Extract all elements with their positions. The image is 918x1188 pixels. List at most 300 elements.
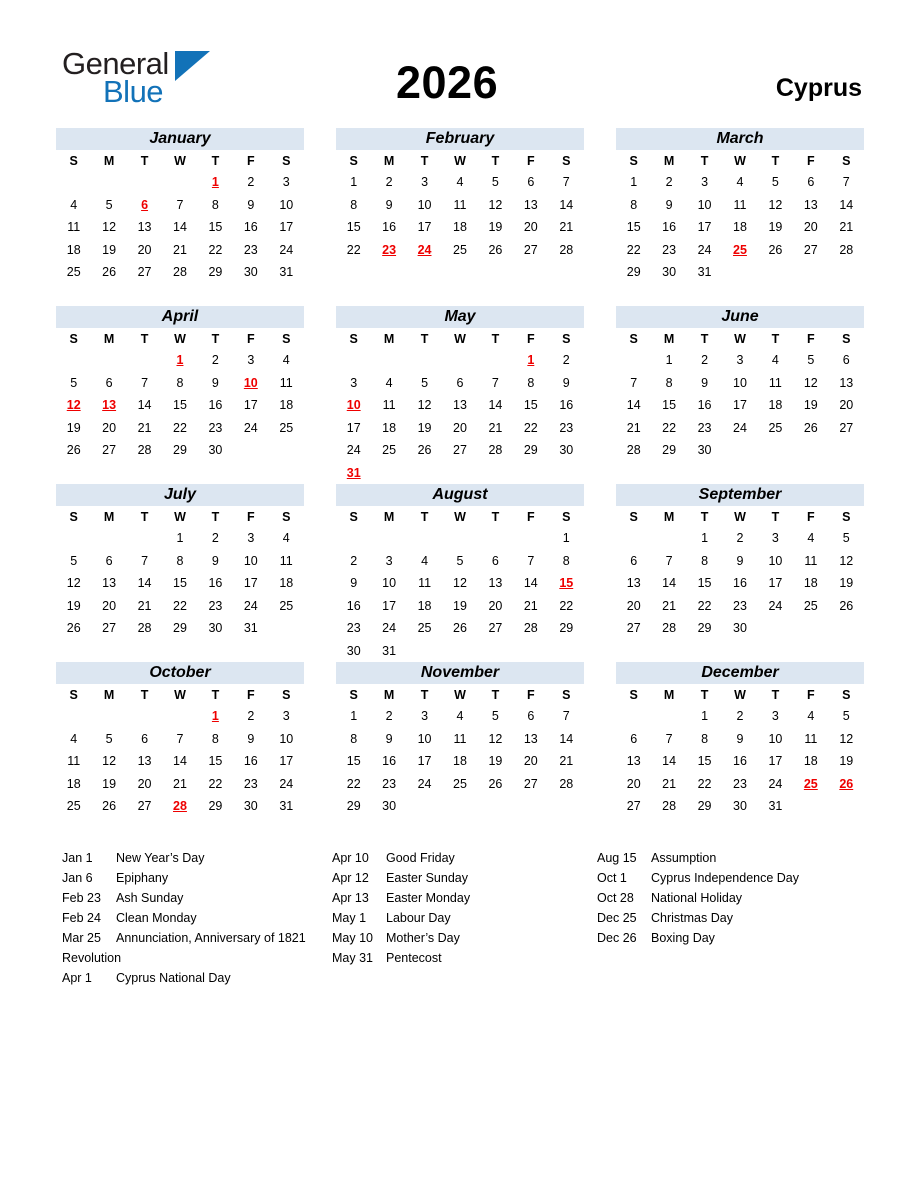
day-cell[interactable]: 30 <box>208 443 223 458</box>
day-cell[interactable]: 11 <box>67 754 81 769</box>
day-cell[interactable]: 7 <box>141 375 149 390</box>
day-cell[interactable]: 12 <box>102 220 117 235</box>
day-cell[interactable]: 1 <box>701 531 709 546</box>
day-cell[interactable]: 3 <box>385 553 393 568</box>
day-cell[interactable]: 26 <box>102 265 117 280</box>
day-cell[interactable]: 7 <box>562 709 570 724</box>
day-cell[interactable]: 20 <box>523 754 538 769</box>
day-cell-holiday[interactable]: 24 <box>417 242 432 257</box>
day-cell[interactable]: 26 <box>66 443 81 458</box>
day-cell[interactable]: 24 <box>768 776 783 791</box>
day-cell[interactable]: 14 <box>559 731 574 746</box>
day-cell[interactable]: 10 <box>279 197 294 212</box>
day-cell[interactable]: 28 <box>839 242 854 257</box>
day-cell[interactable]: 27 <box>626 799 641 814</box>
day-cell[interactable]: 7 <box>665 731 673 746</box>
day-cell[interactable]: 7 <box>562 175 570 190</box>
day-cell[interactable]: 22 <box>208 242 223 257</box>
day-cell[interactable]: 9 <box>211 553 219 568</box>
day-cell[interactable]: 11 <box>453 197 467 212</box>
day-cell[interactable]: 23 <box>662 242 677 257</box>
day-cell[interactable]: 1 <box>350 175 358 190</box>
day-cell[interactable]: 19 <box>102 776 117 791</box>
day-cell[interactable]: 4 <box>421 553 429 568</box>
day-cell[interactable]: 27 <box>137 265 152 280</box>
day-cell[interactable]: 9 <box>385 197 393 212</box>
day-cell[interactable]: 13 <box>137 754 152 769</box>
day-cell[interactable]: 11 <box>768 375 782 390</box>
day-cell[interactable]: 16 <box>559 398 574 413</box>
day-cell[interactable]: 30 <box>697 443 712 458</box>
day-cell[interactable]: 19 <box>488 220 503 235</box>
day-cell[interactable]: 22 <box>346 776 361 791</box>
day-cell[interactable]: 30 <box>243 799 258 814</box>
day-cell[interactable]: 24 <box>382 621 397 636</box>
day-cell[interactable]: 3 <box>421 175 429 190</box>
day-cell[interactable]: 9 <box>211 375 219 390</box>
day-cell[interactable]: 8 <box>350 731 358 746</box>
day-cell[interactable]: 10 <box>417 731 432 746</box>
day-cell[interactable]: 16 <box>208 576 223 591</box>
day-cell[interactable]: 3 <box>282 175 290 190</box>
day-cell[interactable]: 2 <box>211 353 219 368</box>
day-cell[interactable]: 27 <box>523 242 538 257</box>
day-cell[interactable]: 1 <box>665 353 673 368</box>
day-cell[interactable]: 10 <box>768 553 783 568</box>
day-cell[interactable]: 29 <box>523 443 538 458</box>
day-cell[interactable]: 5 <box>807 353 815 368</box>
day-cell[interactable]: 23 <box>697 420 712 435</box>
day-cell[interactable]: 16 <box>382 754 397 769</box>
day-cell[interactable]: 30 <box>382 799 397 814</box>
day-cell[interactable]: 23 <box>382 776 397 791</box>
day-cell[interactable]: 29 <box>346 799 361 814</box>
day-cell[interactable]: 5 <box>491 175 499 190</box>
day-cell[interactable]: 5 <box>421 375 429 390</box>
day-cell[interactable]: 9 <box>736 553 744 568</box>
day-cell[interactable]: 20 <box>137 776 152 791</box>
day-cell[interactable]: 14 <box>137 398 152 413</box>
day-cell[interactable]: 29 <box>626 265 641 280</box>
day-cell[interactable]: 30 <box>208 621 223 636</box>
day-cell[interactable]: 26 <box>453 621 467 636</box>
day-cell[interactable]: 9 <box>701 375 709 390</box>
day-cell[interactable]: 14 <box>662 754 677 769</box>
day-cell[interactable]: 11 <box>418 576 432 591</box>
day-cell[interactable]: 24 <box>279 242 294 257</box>
day-cell[interactable]: 31 <box>382 643 397 658</box>
day-cell[interactable]: 9 <box>665 197 673 212</box>
day-cell[interactable]: 21 <box>559 220 574 235</box>
day-cell[interactable]: 30 <box>243 265 258 280</box>
day-cell[interactable]: 29 <box>173 621 187 636</box>
day-cell[interactable]: 10 <box>697 197 712 212</box>
day-cell[interactable]: 26 <box>839 598 854 613</box>
day-cell[interactable]: 16 <box>208 398 223 413</box>
day-cell[interactable]: 22 <box>697 776 712 791</box>
day-cell[interactable]: 16 <box>346 598 361 613</box>
day-cell[interactable]: 6 <box>105 553 113 568</box>
day-cell[interactable]: 2 <box>385 709 393 724</box>
day-cell[interactable]: 17 <box>768 576 783 591</box>
day-cell[interactable]: 1 <box>562 531 570 546</box>
day-cell[interactable]: 10 <box>243 553 258 568</box>
day-cell[interactable]: 27 <box>137 799 152 814</box>
day-cell-holiday[interactable]: 15 <box>559 576 574 591</box>
day-cell[interactable]: 17 <box>243 398 258 413</box>
day-cell[interactable]: 22 <box>173 420 187 435</box>
day-cell[interactable]: 28 <box>523 621 538 636</box>
day-cell[interactable]: 28 <box>137 443 152 458</box>
day-cell[interactable]: 5 <box>105 731 113 746</box>
day-cell[interactable]: 6 <box>491 553 499 568</box>
day-cell[interactable]: 8 <box>211 197 219 212</box>
day-cell[interactable]: 28 <box>626 443 641 458</box>
day-cell[interactable]: 14 <box>839 197 854 212</box>
day-cell[interactable]: 8 <box>665 375 673 390</box>
day-cell[interactable]: 5 <box>842 531 850 546</box>
day-cell[interactable]: 6 <box>630 553 638 568</box>
day-cell[interactable]: 1 <box>350 709 358 724</box>
day-cell[interactable]: 2 <box>211 531 219 546</box>
day-cell[interactable]: 24 <box>346 443 361 458</box>
day-cell-holiday[interactable]: 10 <box>243 375 258 390</box>
day-cell[interactable]: 31 <box>279 799 294 814</box>
day-cell[interactable]: 9 <box>736 731 744 746</box>
day-cell[interactable]: 24 <box>768 598 783 613</box>
day-cell[interactable]: 29 <box>208 265 223 280</box>
day-cell[interactable]: 9 <box>385 731 393 746</box>
day-cell[interactable]: 18 <box>768 398 783 413</box>
day-cell[interactable]: 24 <box>733 420 747 435</box>
day-cell-holiday[interactable]: 25 <box>733 242 747 257</box>
day-cell[interactable]: 16 <box>733 576 747 591</box>
day-cell[interactable]: 13 <box>137 220 152 235</box>
day-cell[interactable]: 26 <box>803 420 818 435</box>
day-cell[interactable]: 3 <box>701 175 709 190</box>
day-cell[interactable]: 17 <box>733 398 747 413</box>
day-cell[interactable]: 28 <box>559 776 574 791</box>
day-cell[interactable]: 15 <box>523 398 538 413</box>
day-cell[interactable]: 16 <box>382 220 397 235</box>
day-cell[interactable]: 27 <box>626 621 641 636</box>
day-cell[interactable]: 19 <box>417 420 432 435</box>
day-cell[interactable]: 18 <box>417 598 432 613</box>
day-cell[interactable]: 31 <box>279 265 294 280</box>
day-cell[interactable]: 31 <box>243 621 258 636</box>
day-cell[interactable]: 15 <box>208 220 223 235</box>
day-cell[interactable]: 29 <box>559 621 574 636</box>
day-cell[interactable]: 19 <box>66 598 81 613</box>
day-cell[interactable]: 7 <box>176 731 184 746</box>
day-cell[interactable]: 25 <box>279 420 294 435</box>
day-cell[interactable]: 7 <box>491 375 499 390</box>
day-cell-holiday[interactable]: 10 <box>346 398 361 413</box>
day-cell[interactable]: 9 <box>350 576 358 591</box>
day-cell[interactable]: 27 <box>102 443 117 458</box>
day-cell[interactable]: 22 <box>697 598 712 613</box>
day-cell[interactable]: 12 <box>488 197 503 212</box>
day-cell[interactable]: 15 <box>346 220 361 235</box>
day-cell[interactable]: 21 <box>662 598 677 613</box>
day-cell[interactable]: 22 <box>346 242 361 257</box>
day-cell[interactable]: 16 <box>733 754 747 769</box>
day-cell[interactable]: 27 <box>803 242 818 257</box>
day-cell[interactable]: 1 <box>630 175 638 190</box>
day-cell[interactable]: 8 <box>527 375 535 390</box>
day-cell[interactable]: 15 <box>208 754 223 769</box>
day-cell[interactable]: 4 <box>807 709 815 724</box>
day-cell[interactable]: 27 <box>453 443 467 458</box>
day-cell[interactable]: 4 <box>385 375 393 390</box>
day-cell[interactable]: 24 <box>697 242 712 257</box>
day-cell[interactable]: 7 <box>665 553 673 568</box>
day-cell[interactable]: 4 <box>456 175 464 190</box>
day-cell[interactable]: 12 <box>768 197 783 212</box>
day-cell[interactable]: 5 <box>491 709 499 724</box>
day-cell-holiday[interactable]: 26 <box>839 776 854 791</box>
day-cell[interactable]: 27 <box>102 621 117 636</box>
day-cell[interactable]: 4 <box>70 197 78 212</box>
day-cell[interactable]: 29 <box>173 443 187 458</box>
day-cell-holiday[interactable]: 13 <box>102 398 117 413</box>
day-cell-holiday[interactable]: 28 <box>173 799 187 814</box>
day-cell[interactable]: 23 <box>346 621 361 636</box>
day-cell[interactable]: 11 <box>804 731 818 746</box>
day-cell[interactable]: 22 <box>662 420 677 435</box>
day-cell[interactable]: 8 <box>630 197 638 212</box>
day-cell[interactable]: 6 <box>527 175 535 190</box>
day-cell[interactable]: 13 <box>626 754 641 769</box>
day-cell[interactable]: 18 <box>279 576 294 591</box>
day-cell[interactable]: 15 <box>346 754 361 769</box>
day-cell[interactable]: 20 <box>626 598 641 613</box>
day-cell[interactable]: 22 <box>559 598 574 613</box>
day-cell[interactable]: 12 <box>839 731 854 746</box>
day-cell[interactable]: 25 <box>66 265 81 280</box>
day-cell[interactable]: 29 <box>208 799 223 814</box>
day-cell[interactable]: 2 <box>701 353 709 368</box>
day-cell[interactable]: 14 <box>173 220 187 235</box>
day-cell[interactable]: 18 <box>382 420 397 435</box>
day-cell[interactable]: 20 <box>102 598 117 613</box>
day-cell[interactable]: 21 <box>662 776 677 791</box>
day-cell[interactable]: 26 <box>488 776 503 791</box>
day-cell-holiday[interactable]: 6 <box>141 197 149 212</box>
day-cell[interactable]: 24 <box>417 776 432 791</box>
day-cell[interactable]: 12 <box>839 553 854 568</box>
day-cell[interactable]: 18 <box>453 754 467 769</box>
day-cell[interactable]: 7 <box>176 197 184 212</box>
day-cell[interactable]: 11 <box>733 197 747 212</box>
day-cell[interactable]: 17 <box>697 220 712 235</box>
day-cell[interactable]: 6 <box>807 175 815 190</box>
day-cell[interactable]: 21 <box>173 242 187 257</box>
day-cell[interactable]: 2 <box>247 175 255 190</box>
day-cell[interactable]: 12 <box>803 375 818 390</box>
day-cell[interactable]: 7 <box>842 175 850 190</box>
day-cell[interactable]: 3 <box>247 353 255 368</box>
day-cell[interactable]: 20 <box>102 420 117 435</box>
day-cell[interactable]: 17 <box>279 754 294 769</box>
day-cell[interactable]: 22 <box>523 420 538 435</box>
day-cell[interactable]: 20 <box>137 242 152 257</box>
day-cell[interactable]: 21 <box>839 220 854 235</box>
day-cell[interactable]: 2 <box>247 709 255 724</box>
day-cell[interactable]: 3 <box>421 709 429 724</box>
day-cell[interactable]: 27 <box>488 621 503 636</box>
day-cell-holiday[interactable]: 1 <box>211 709 219 724</box>
day-cell[interactable]: 30 <box>733 799 747 814</box>
day-cell[interactable]: 14 <box>488 398 503 413</box>
day-cell[interactable]: 25 <box>382 443 397 458</box>
day-cell[interactable]: 29 <box>662 443 677 458</box>
day-cell[interactable]: 1 <box>176 531 184 546</box>
day-cell[interactable]: 3 <box>771 531 779 546</box>
day-cell[interactable]: 23 <box>733 598 747 613</box>
day-cell[interactable]: 2 <box>385 175 393 190</box>
day-cell[interactable]: 8 <box>350 197 358 212</box>
day-cell[interactable]: 7 <box>141 553 149 568</box>
day-cell[interactable]: 2 <box>562 353 570 368</box>
day-cell[interactable]: 25 <box>417 621 432 636</box>
day-cell[interactable]: 15 <box>173 576 187 591</box>
day-cell[interactable]: 4 <box>70 731 78 746</box>
day-cell[interactable]: 14 <box>626 398 641 413</box>
day-cell-holiday[interactable]: 1 <box>211 175 219 190</box>
day-cell[interactable]: 18 <box>803 754 818 769</box>
day-cell[interactable]: 31 <box>697 265 712 280</box>
day-cell[interactable]: 7 <box>527 553 535 568</box>
day-cell[interactable]: 16 <box>662 220 677 235</box>
day-cell[interactable]: 23 <box>733 776 747 791</box>
day-cell[interactable]: 18 <box>279 398 294 413</box>
day-cell[interactable]: 12 <box>66 576 81 591</box>
day-cell[interactable]: 8 <box>701 553 709 568</box>
day-cell[interactable]: 15 <box>697 576 712 591</box>
day-cell[interactable]: 14 <box>523 576 538 591</box>
day-cell[interactable]: 5 <box>105 197 113 212</box>
day-cell[interactable]: 21 <box>488 420 503 435</box>
day-cell[interactable]: 21 <box>137 598 152 613</box>
day-cell[interactable]: 4 <box>771 353 779 368</box>
day-cell[interactable]: 29 <box>697 621 712 636</box>
day-cell[interactable]: 6 <box>105 375 113 390</box>
day-cell[interactable]: 2 <box>350 553 358 568</box>
day-cell[interactable]: 9 <box>562 375 570 390</box>
day-cell[interactable]: 28 <box>488 443 503 458</box>
day-cell[interactable]: 18 <box>803 576 818 591</box>
day-cell[interactable]: 20 <box>626 776 641 791</box>
day-cell[interactable]: 30 <box>733 621 747 636</box>
day-cell[interactable]: 12 <box>417 398 432 413</box>
day-cell[interactable]: 4 <box>736 175 744 190</box>
day-cell[interactable]: 11 <box>453 731 467 746</box>
day-cell[interactable]: 9 <box>247 197 255 212</box>
day-cell[interactable]: 4 <box>456 709 464 724</box>
day-cell[interactable]: 28 <box>559 242 574 257</box>
day-cell[interactable]: 17 <box>382 598 397 613</box>
day-cell[interactable]: 5 <box>456 553 464 568</box>
day-cell[interactable]: 13 <box>488 576 503 591</box>
day-cell[interactable]: 12 <box>488 731 503 746</box>
day-cell[interactable]: 14 <box>173 754 187 769</box>
day-cell[interactable]: 21 <box>173 776 187 791</box>
day-cell[interactable]: 19 <box>768 220 783 235</box>
day-cell[interactable]: 21 <box>626 420 641 435</box>
day-cell[interactable]: 4 <box>807 531 815 546</box>
day-cell[interactable]: 15 <box>173 398 187 413</box>
day-cell[interactable]: 26 <box>66 621 81 636</box>
day-cell-holiday[interactable]: 1 <box>527 353 535 368</box>
day-cell[interactable]: 11 <box>804 553 818 568</box>
day-cell[interactable]: 25 <box>453 242 467 257</box>
day-cell[interactable]: 18 <box>66 776 81 791</box>
day-cell[interactable]: 13 <box>453 398 467 413</box>
day-cell[interactable]: 8 <box>211 731 219 746</box>
day-cell[interactable]: 22 <box>173 598 187 613</box>
day-cell[interactable]: 23 <box>559 420 574 435</box>
day-cell[interactable]: 19 <box>839 576 854 591</box>
day-cell[interactable]: 14 <box>662 576 677 591</box>
day-cell[interactable]: 3 <box>771 709 779 724</box>
day-cell[interactable]: 28 <box>662 621 677 636</box>
day-cell[interactable]: 25 <box>803 598 818 613</box>
day-cell[interactable]: 17 <box>417 220 432 235</box>
day-cell[interactable]: 13 <box>523 197 538 212</box>
day-cell[interactable]: 13 <box>839 375 854 390</box>
day-cell[interactable]: 5 <box>771 175 779 190</box>
day-cell[interactable]: 9 <box>247 731 255 746</box>
day-cell[interactable]: 22 <box>208 776 223 791</box>
day-cell[interactable]: 4 <box>282 531 290 546</box>
day-cell[interactable]: 2 <box>736 709 744 724</box>
day-cell[interactable]: 19 <box>488 754 503 769</box>
day-cell[interactable]: 23 <box>208 598 223 613</box>
day-cell[interactable]: 21 <box>523 598 538 613</box>
day-cell[interactable]: 3 <box>350 375 358 390</box>
day-cell[interactable]: 19 <box>839 754 854 769</box>
day-cell[interactable]: 8 <box>701 731 709 746</box>
day-cell[interactable]: 8 <box>562 553 570 568</box>
day-cell[interactable]: 8 <box>176 553 184 568</box>
day-cell[interactable]: 17 <box>279 220 294 235</box>
day-cell[interactable]: 17 <box>243 576 258 591</box>
day-cell[interactable]: 3 <box>736 353 744 368</box>
day-cell[interactable]: 22 <box>626 242 641 257</box>
day-cell[interactable]: 16 <box>697 398 712 413</box>
day-cell[interactable]: 24 <box>279 776 294 791</box>
day-cell[interactable]: 17 <box>768 754 783 769</box>
day-cell[interactable]: 15 <box>697 754 712 769</box>
day-cell-holiday[interactable]: 31 <box>346 465 361 480</box>
day-cell[interactable]: 5 <box>70 375 78 390</box>
day-cell[interactable]: 29 <box>697 799 712 814</box>
day-cell[interactable]: 2 <box>736 531 744 546</box>
day-cell[interactable]: 13 <box>626 576 641 591</box>
day-cell[interactable]: 20 <box>488 598 503 613</box>
day-cell[interactable]: 21 <box>137 420 152 435</box>
day-cell[interactable]: 3 <box>282 709 290 724</box>
day-cell[interactable]: 6 <box>456 375 464 390</box>
day-cell[interactable]: 13 <box>523 731 538 746</box>
day-cell[interactable]: 12 <box>453 576 467 591</box>
day-cell[interactable]: 10 <box>733 375 747 390</box>
day-cell[interactable]: 10 <box>417 197 432 212</box>
day-cell[interactable]: 21 <box>559 754 574 769</box>
day-cell[interactable]: 13 <box>102 576 117 591</box>
day-cell[interactable]: 20 <box>839 398 854 413</box>
